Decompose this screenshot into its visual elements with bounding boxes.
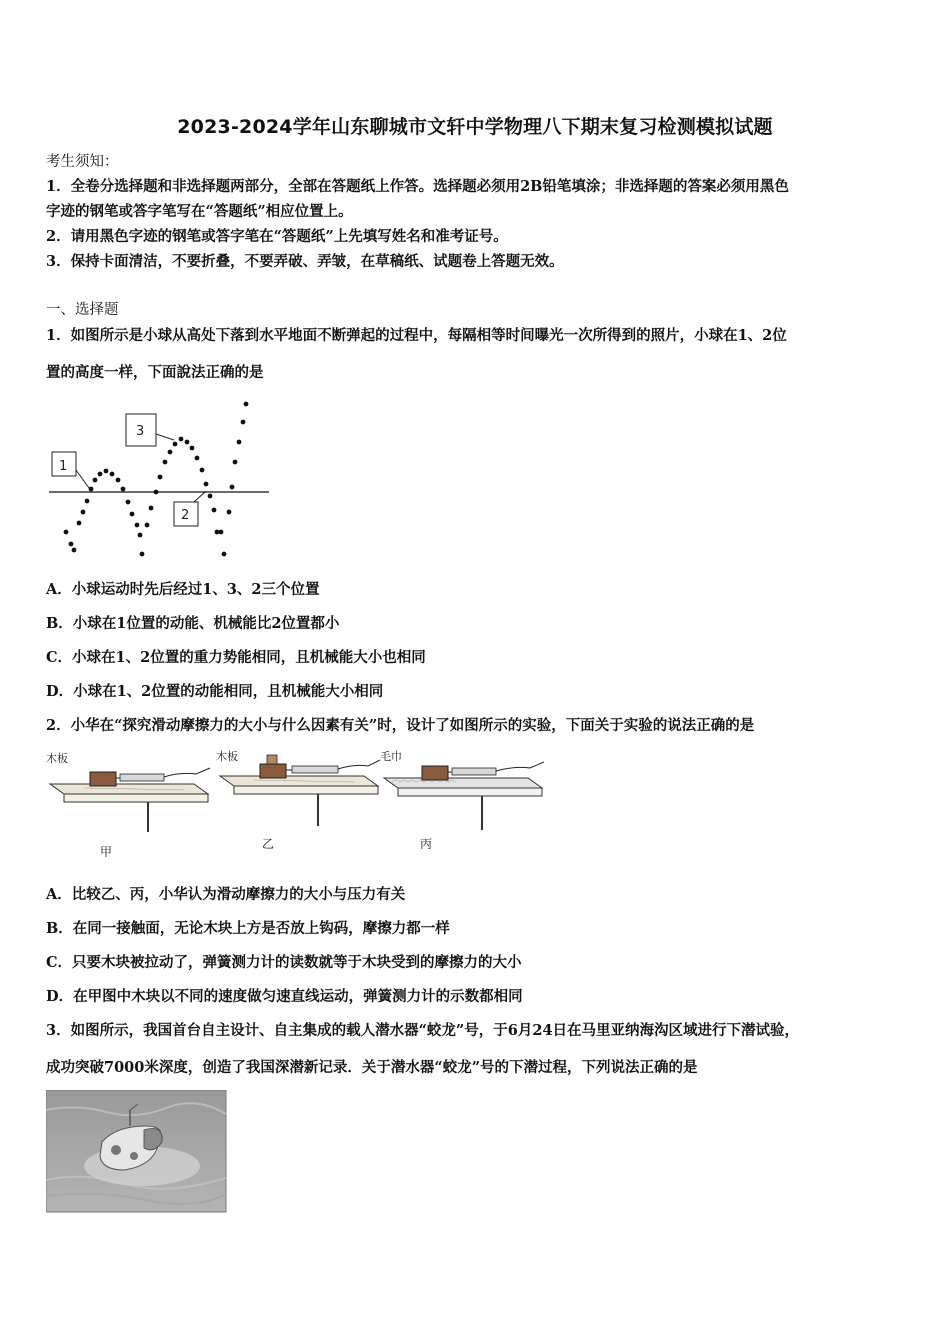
ball-dot bbox=[195, 456, 200, 461]
ball-dot bbox=[77, 521, 82, 526]
ball-dot bbox=[241, 420, 246, 425]
ball-dot bbox=[219, 530, 224, 535]
spring-scale bbox=[452, 768, 496, 775]
wood-block bbox=[90, 772, 116, 786]
ball-dot bbox=[179, 437, 184, 442]
question-1-option-d: D．小球在1、2位置的动能相同，且机械能大小相同 bbox=[46, 683, 384, 700]
bouncing-ball-figure bbox=[44, 392, 276, 564]
ball-dot bbox=[138, 533, 143, 538]
ball-dot bbox=[145, 523, 150, 528]
pointer-line bbox=[156, 434, 174, 440]
ball-dot bbox=[104, 469, 109, 474]
ball-dot bbox=[121, 487, 126, 492]
question-2-option-d: D．在甲图中木块以不同的速度做匀速直线运动，弹簧测力计的示数都相同 bbox=[46, 988, 523, 1005]
ball-dot bbox=[233, 460, 238, 465]
question-2-option-b: B．在同一接触面，无论木块上方是否放上钩码，摩擦力都一样 bbox=[46, 920, 450, 937]
question-2-stem: 2．小华在“探究滑动摩擦力的大小与什么因素有关”时，设计了如图所示的实验，下面关于实验的说法正确的是 bbox=[46, 717, 755, 734]
ball-dot bbox=[130, 512, 135, 517]
ball-dot bbox=[158, 475, 163, 480]
ball-dot bbox=[154, 490, 159, 495]
ball-dot bbox=[98, 472, 103, 477]
spring-scale bbox=[120, 774, 164, 781]
ball-dot bbox=[72, 548, 77, 553]
ball-dot bbox=[69, 542, 74, 547]
ball-dot bbox=[237, 440, 242, 445]
ball-dot bbox=[208, 494, 213, 499]
notice-item: 2．请用黑色字迹的钢笔或答字笔在“答题纸”上先填写姓名和准考证号。 bbox=[46, 228, 508, 245]
question-2-option-a: A．比较乙、丙，小华认为滑动摩擦力的大小与压力有关 bbox=[46, 886, 406, 903]
ball-dot bbox=[168, 450, 173, 455]
ball-dot bbox=[230, 485, 235, 490]
ball-dot bbox=[204, 482, 209, 487]
question-1-option-a: A．小球运动时先后经过1、3、2三个位置 bbox=[46, 581, 320, 598]
ball-dot bbox=[200, 468, 205, 473]
position-3-label: 3 bbox=[136, 424, 145, 439]
ball-dot bbox=[93, 478, 98, 483]
surface-label: 毛巾 bbox=[380, 750, 402, 763]
panel-caption: 甲 bbox=[100, 845, 113, 859]
spring-scale bbox=[292, 766, 338, 773]
ball-dot bbox=[244, 402, 249, 407]
question-1-stem: 1．如图所示是小球从高处下落到水平地面不断弹起的过程中，每隔相等时间曝光一次所得到的照片，小球在1、2位 bbox=[46, 327, 787, 344]
position-2-label: 2 bbox=[181, 508, 190, 523]
ball-dot bbox=[185, 440, 190, 445]
question-3-stem: 成功突破7000米深度，创造了我国深潜新记录．关于潜水器“蛟龙”号的下潜过程，下列说法正确的是 bbox=[46, 1059, 698, 1076]
experiment-panel-jia bbox=[46, 751, 210, 859]
ball-dot bbox=[135, 523, 140, 528]
panel-caption: 丙 bbox=[420, 837, 433, 851]
ball-dot bbox=[173, 442, 178, 447]
ball-dot bbox=[227, 510, 232, 515]
question-1-option-b: B．小球在1位置的动能、机械能比2位置都小 bbox=[46, 615, 340, 632]
question-3-stem: 3．如图所示，我国首台自主设计、自主集成的载人潜水器“蛟龙”号，于6月24日在马里亚纳海沟区域进行下潜试验， bbox=[46, 1022, 800, 1039]
notice-item: 3．保持卡面清洁，不要折叠，不要弄破、弄皱，在草稿纸、试题卷上答题无效。 bbox=[46, 253, 564, 270]
ball-dot bbox=[212, 508, 217, 513]
page-title: 2023-2024学年山东聊城市文轩中学物理八下期末复习检测模拟试题 bbox=[177, 116, 773, 138]
surface-label: 木板 bbox=[216, 750, 238, 763]
ball-dot bbox=[190, 446, 195, 451]
experiment-panel-yi bbox=[216, 749, 380, 851]
notice-item: 字迹的钢笔或答字笔写在“答题纸”相应位置上。 bbox=[46, 203, 353, 220]
hook-weight bbox=[267, 755, 277, 764]
ball-dot bbox=[149, 506, 154, 511]
ball-dot bbox=[116, 478, 121, 483]
position-1-label: 1 bbox=[59, 459, 68, 474]
ball-dot bbox=[89, 487, 94, 492]
ball-dot bbox=[126, 500, 131, 505]
ball-dot bbox=[110, 472, 115, 477]
pointer-line bbox=[76, 470, 89, 488]
ball-dot bbox=[64, 530, 69, 535]
question-1-stem: 置的高度一样，下面說法正确的是 bbox=[46, 364, 264, 381]
ball-dot bbox=[163, 460, 168, 465]
friction-experiment-figure bbox=[44, 746, 544, 862]
ball-dot bbox=[140, 552, 145, 557]
question-2-option-c: C．只要木块被拉动了，弹簧测力计的读数就等于木块受到的摩擦力的大小 bbox=[46, 954, 522, 971]
ball-dot bbox=[222, 552, 227, 557]
notice-item: 1．全卷分选择题和非选择题两部分，全部在答题纸上作答。选择题必须用2B铅笔填涂；非选择题的答案必须用黑色 bbox=[46, 178, 789, 195]
wood-block bbox=[422, 766, 448, 780]
notice-heading: 考生须知： bbox=[46, 154, 119, 170]
experiment-panel-bing bbox=[380, 749, 544, 851]
panel-caption: 乙 bbox=[262, 837, 275, 851]
section-heading: 一、选择题 bbox=[46, 302, 119, 318]
surface-label: 木板 bbox=[46, 752, 68, 765]
wood-block bbox=[260, 764, 286, 778]
submersible-photo bbox=[46, 1090, 228, 1214]
ball-dot bbox=[81, 510, 86, 515]
ball-dot bbox=[85, 499, 90, 504]
question-1-option-c: C．小球在1、2位置的重力势能相同，且机械能大小也相同 bbox=[46, 649, 426, 666]
